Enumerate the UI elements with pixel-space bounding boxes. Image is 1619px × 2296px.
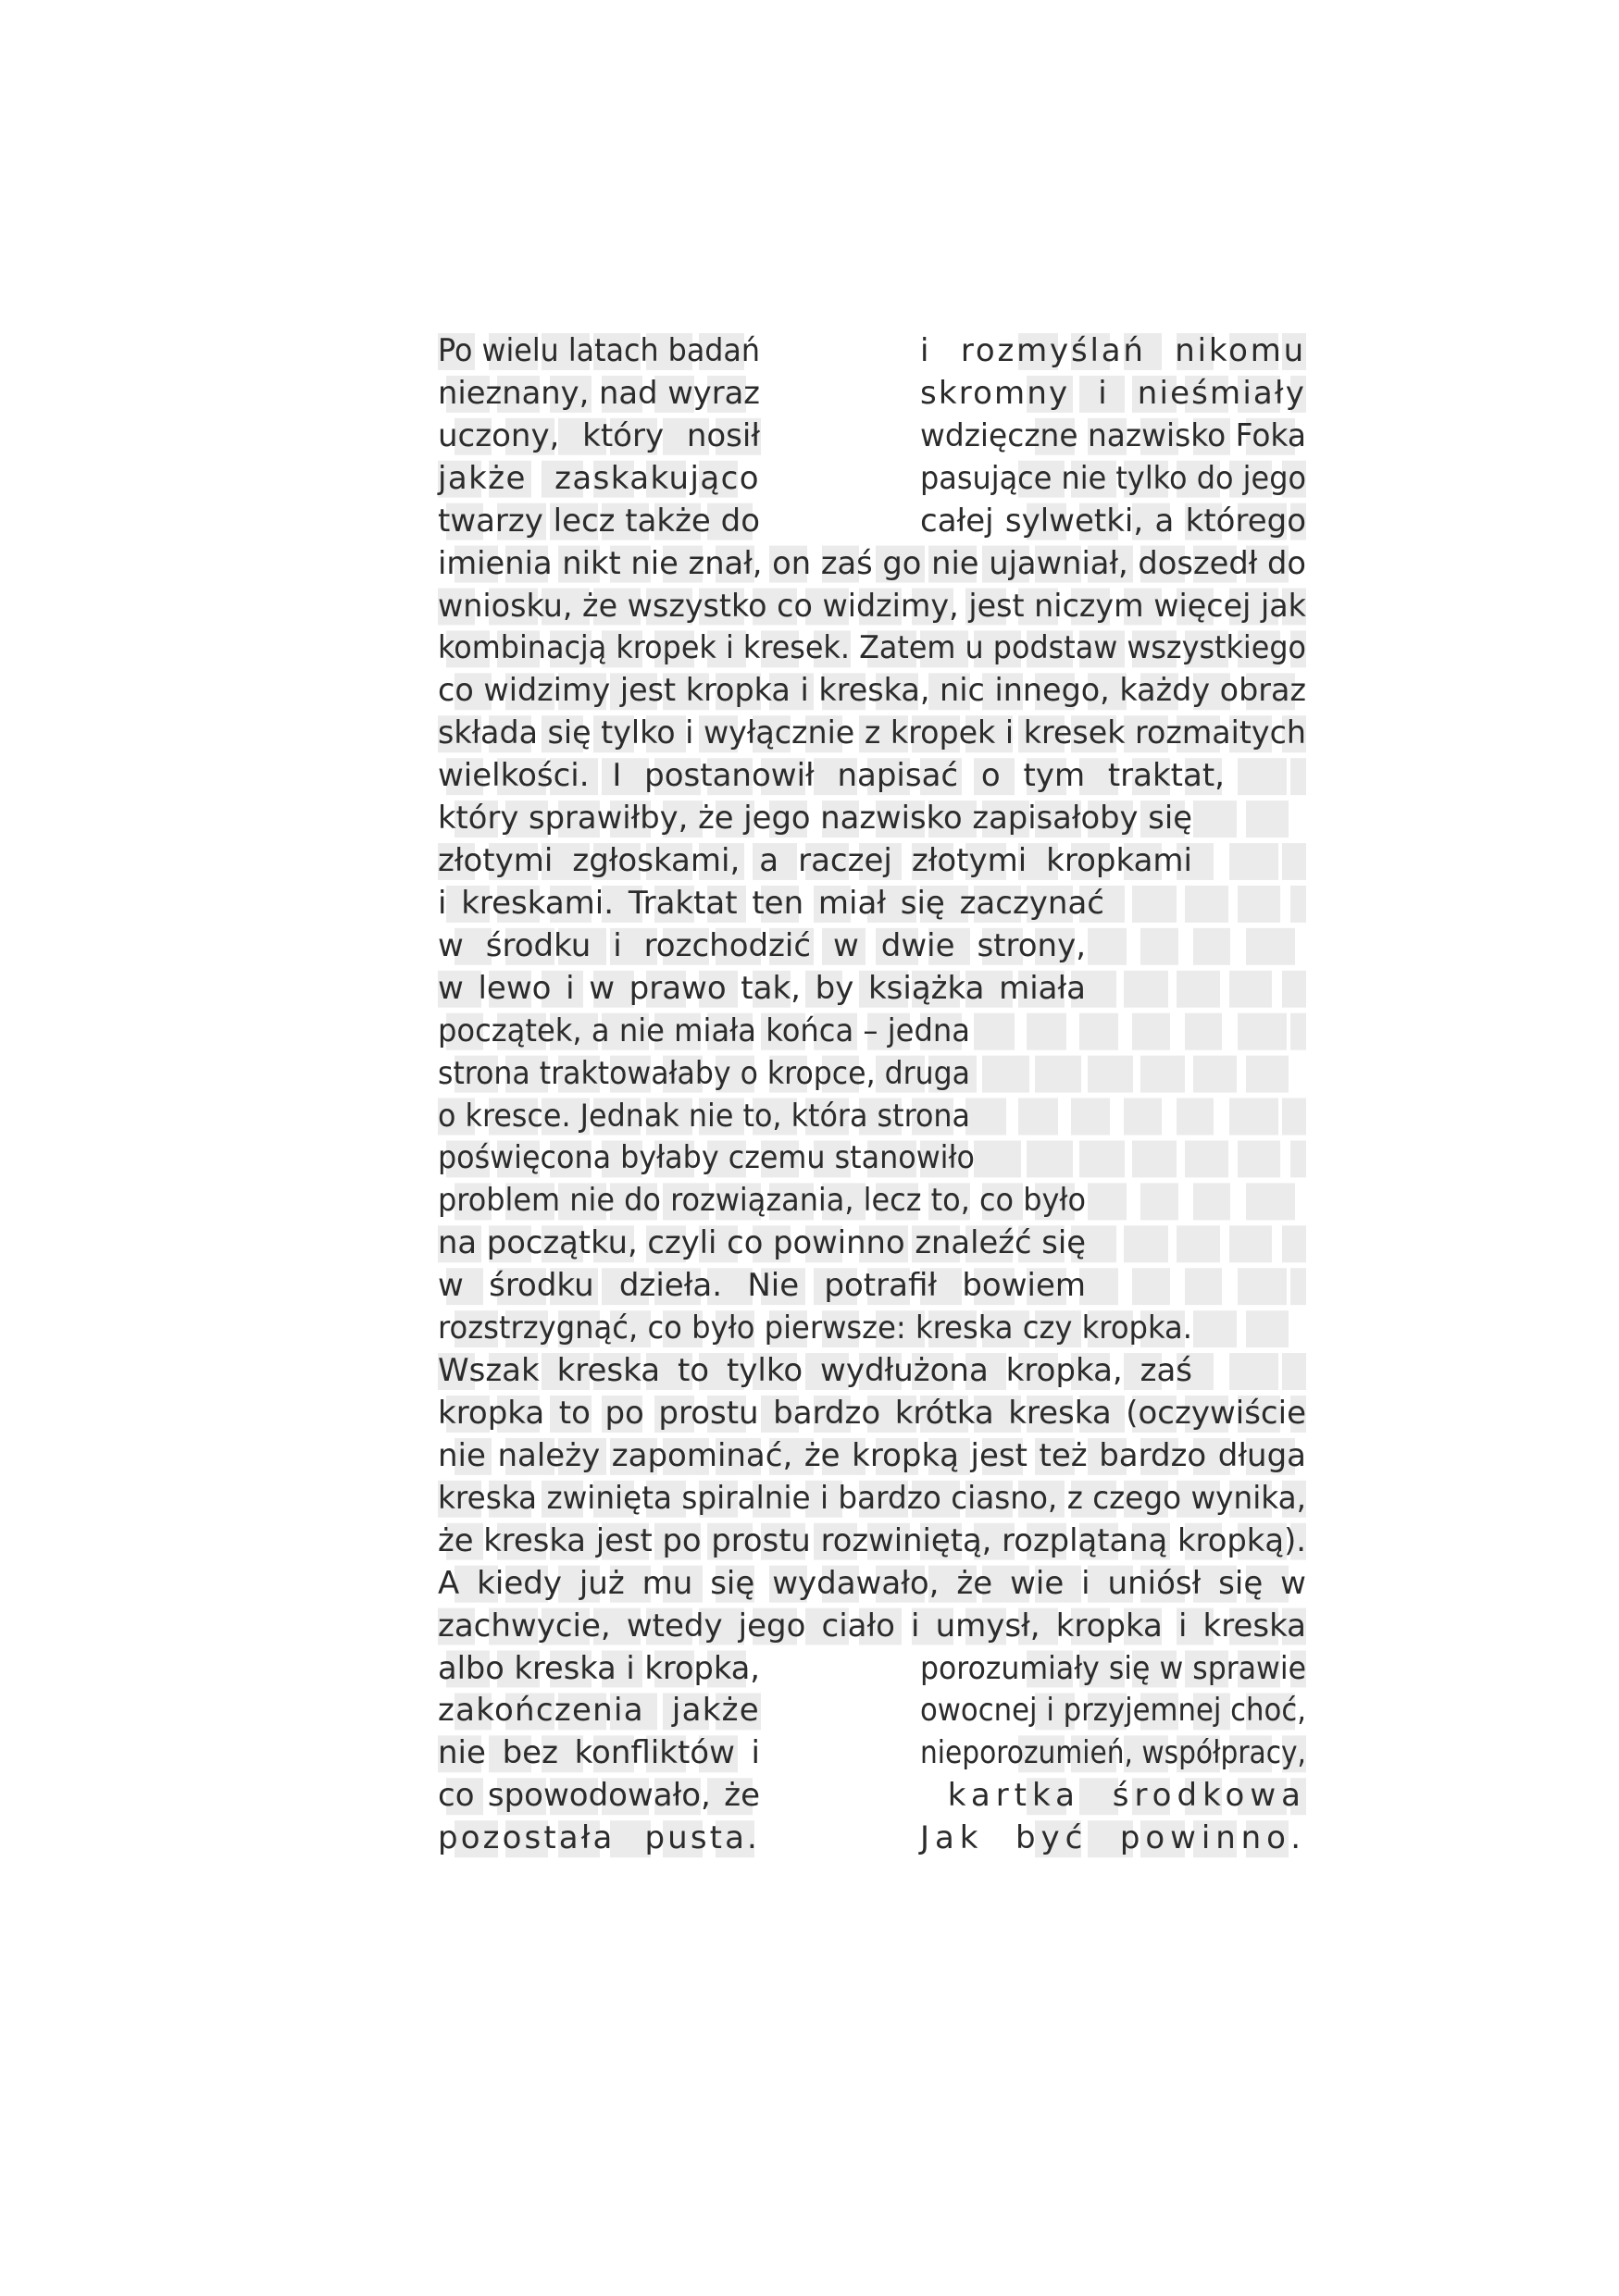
text-line-left: uczony, który nosił	[438, 416, 760, 454]
shaded-cell	[1290, 1013, 1306, 1050]
shaded-cell	[974, 1013, 1015, 1050]
shaded-cell	[1140, 1056, 1185, 1093]
text-line-left: jakże zaskakująco	[438, 459, 760, 497]
text-line-left: Po wielu latach badań	[438, 332, 760, 369]
text-line: wielkości. I postanowił napisać o tym traktat,	[438, 757, 1225, 795]
text-line: A kiedy już mu się wydawało, że wie i uniósł się w	[438, 1564, 1306, 1602]
text-line: co widzimy jest kropka i kreska, nic innego, każdy obraz	[438, 672, 1306, 710]
shaded-cell	[1088, 928, 1127, 965]
shaded-cell	[1238, 886, 1280, 923]
text-line-right: kartka środkowa	[947, 1777, 1306, 1815]
shaded-cell	[1290, 1268, 1306, 1305]
text-line: złotymi zgłoskami, a raczej złotymi kropkami	[438, 842, 1192, 880]
shaded-cell	[1124, 971, 1168, 1008]
text-line: składa się tylko i wyłącznie z kropek i kresek rozmaitych	[438, 714, 1306, 752]
shaded-cell	[1282, 971, 1306, 1008]
text-line: początek, a nie miała końca – jedna	[438, 1011, 970, 1049]
shaded-cell	[1079, 1013, 1118, 1050]
text-line-left: nieznany, nad wyraz	[438, 374, 760, 412]
shaded-cell	[1246, 1056, 1289, 1093]
shaded-cell	[1177, 1098, 1214, 1136]
text-line-right: wdzięczne nazwisko Foka	[920, 416, 1306, 454]
shaded-cell	[1238, 1268, 1287, 1305]
text-line: w środku dzieła. Nie potrafił bowiem	[438, 1267, 1086, 1305]
shaded-cell	[1185, 1268, 1222, 1305]
text-line: kreska zwinięta spiralnie i bardzo ciasno, z czego wynika,	[438, 1479, 1306, 1517]
shaded-cell	[1193, 800, 1237, 838]
shaded-cell	[1238, 758, 1287, 795]
text-line: w lewo i w prawo tak, by książka miała	[438, 969, 1086, 1007]
text-line-left: zakończenia jakże	[438, 1692, 760, 1730]
shaded-cell	[1193, 1310, 1237, 1347]
shaded-cell	[1079, 1140, 1125, 1177]
text-line: i kreskami. Traktat ten miał się zaczynać	[438, 884, 1104, 922]
shaded-cell	[965, 1098, 1006, 1136]
text-line: na początku, czyli co powinno znaleźć się	[438, 1224, 1086, 1262]
shaded-cell	[1246, 928, 1295, 965]
shaded-cell	[1132, 1013, 1170, 1050]
shaded-cell	[1124, 1225, 1168, 1262]
shaded-cell	[1229, 1353, 1278, 1390]
shaded-cell	[1124, 1098, 1162, 1136]
text-line: rozstrzygnąć, co było pierwsze: kreska czy kropka.	[438, 1309, 1192, 1347]
text-line: problem nie do rozwiązania, lecz to, co było	[438, 1182, 1086, 1220]
text-line-left: pozostała pusta.	[438, 1819, 760, 1857]
shaded-cell	[1246, 1310, 1289, 1347]
text-line-left: twarzy lecz także do	[438, 502, 760, 540]
text-line-right: nieporozumień, współpracy,	[920, 1734, 1306, 1772]
shaded-cell	[1193, 1056, 1237, 1093]
shaded-cell	[1088, 1056, 1133, 1093]
shaded-cell	[1290, 1140, 1306, 1177]
text-line-right: pasujące nie tylko do jego	[920, 459, 1306, 497]
shaded-cell	[1177, 1225, 1220, 1262]
text-line: zachwycie, wtedy jego ciało i umysł, kropka i kreska	[438, 1607, 1306, 1644]
shaded-cell	[1193, 1183, 1230, 1220]
shaded-cell	[1185, 886, 1228, 923]
shaded-cell	[1132, 1140, 1177, 1177]
text-line: w środku i rozchodzić w dwie strony,	[438, 926, 1086, 964]
text-line: który sprawiłby, że jego nazwisko zapisałoby się	[438, 800, 1192, 838]
shaded-cell	[1246, 800, 1289, 838]
shaded-cell	[1229, 843, 1278, 880]
text-line-right: i rozmyślań nikomu	[920, 332, 1306, 369]
text-line-right: całej sylwetki, a którego	[920, 502, 1306, 540]
shaded-cell	[1027, 1013, 1066, 1050]
text-line-left: co spowodowało, że	[438, 1777, 760, 1815]
shaded-cell	[1290, 886, 1306, 923]
text-line-right: owocnej i przyjemnej choć,	[920, 1692, 1306, 1730]
text-line-right: Jak być powinno.	[920, 1819, 1306, 1857]
shaded-cell	[1229, 971, 1272, 1008]
shaded-cell	[1177, 971, 1220, 1008]
text-line-right: porozumiały się w sprawie	[920, 1649, 1306, 1687]
shaded-cell	[1185, 1140, 1228, 1177]
shaded-cell	[1185, 1013, 1222, 1050]
shaded-cell	[1238, 1140, 1280, 1177]
shaded-cell	[982, 1056, 1029, 1093]
shaded-cell	[1027, 1140, 1073, 1177]
text-line-left: albo kreska i kropka,	[438, 1649, 760, 1687]
text-line: kropka to po prostu bardzo krótka kreska (oczywiście	[438, 1395, 1306, 1432]
text-line: wniosku, że wszystko co widzimy, jest niczym więcej jak	[438, 587, 1306, 625]
shaded-cell	[1246, 1183, 1295, 1220]
text-line: o kresce. Jednak nie to, która strona	[438, 1097, 970, 1135]
shaded-cell	[1229, 1225, 1272, 1262]
text-line: imienia nikt nie znał, on zaś go nie ujawniał, doszedł do	[438, 544, 1306, 582]
shaded-cell	[1193, 928, 1230, 965]
text-line-right: skromny i nieśmiały	[920, 374, 1306, 412]
shaded-cell	[1088, 1183, 1127, 1220]
shaded-cell	[1132, 1268, 1170, 1305]
shaded-cell	[1229, 1098, 1278, 1136]
shaded-cell	[1140, 928, 1178, 965]
text-line: strona traktowałaby o kropce, druga	[438, 1054, 970, 1092]
shaded-cell	[1035, 1056, 1081, 1093]
shaded-cell	[1282, 843, 1306, 880]
text-line: nie należy zapominać, że kropką jest też bardzo długa	[438, 1436, 1306, 1474]
text-line: że kreska jest po prostu rozwiniętą, rozplątaną kropką).	[438, 1521, 1306, 1559]
shaded-cell	[1290, 758, 1306, 795]
shaded-cell	[974, 1140, 1021, 1177]
shaded-cell	[1071, 1098, 1110, 1136]
text-line: poświęcona byłaby czemu stanowiło	[438, 1139, 975, 1177]
text-line: kombinacją kropek i kresek. Zatem u podstaw wszystkiego	[438, 629, 1306, 667]
shaded-cell	[1132, 886, 1177, 923]
shaded-cell	[1282, 1098, 1306, 1136]
shaded-cell	[1018, 1098, 1058, 1136]
text-line: Wszak kreska to tylko wydłużona kropka, zaś	[438, 1352, 1192, 1390]
shaded-cell	[1282, 1353, 1306, 1390]
shaded-cell	[1282, 1225, 1306, 1262]
shaded-cell	[1238, 1013, 1287, 1050]
text-line-left: nie bez konfliktów i	[438, 1734, 760, 1772]
shaded-cell	[1140, 1183, 1178, 1220]
